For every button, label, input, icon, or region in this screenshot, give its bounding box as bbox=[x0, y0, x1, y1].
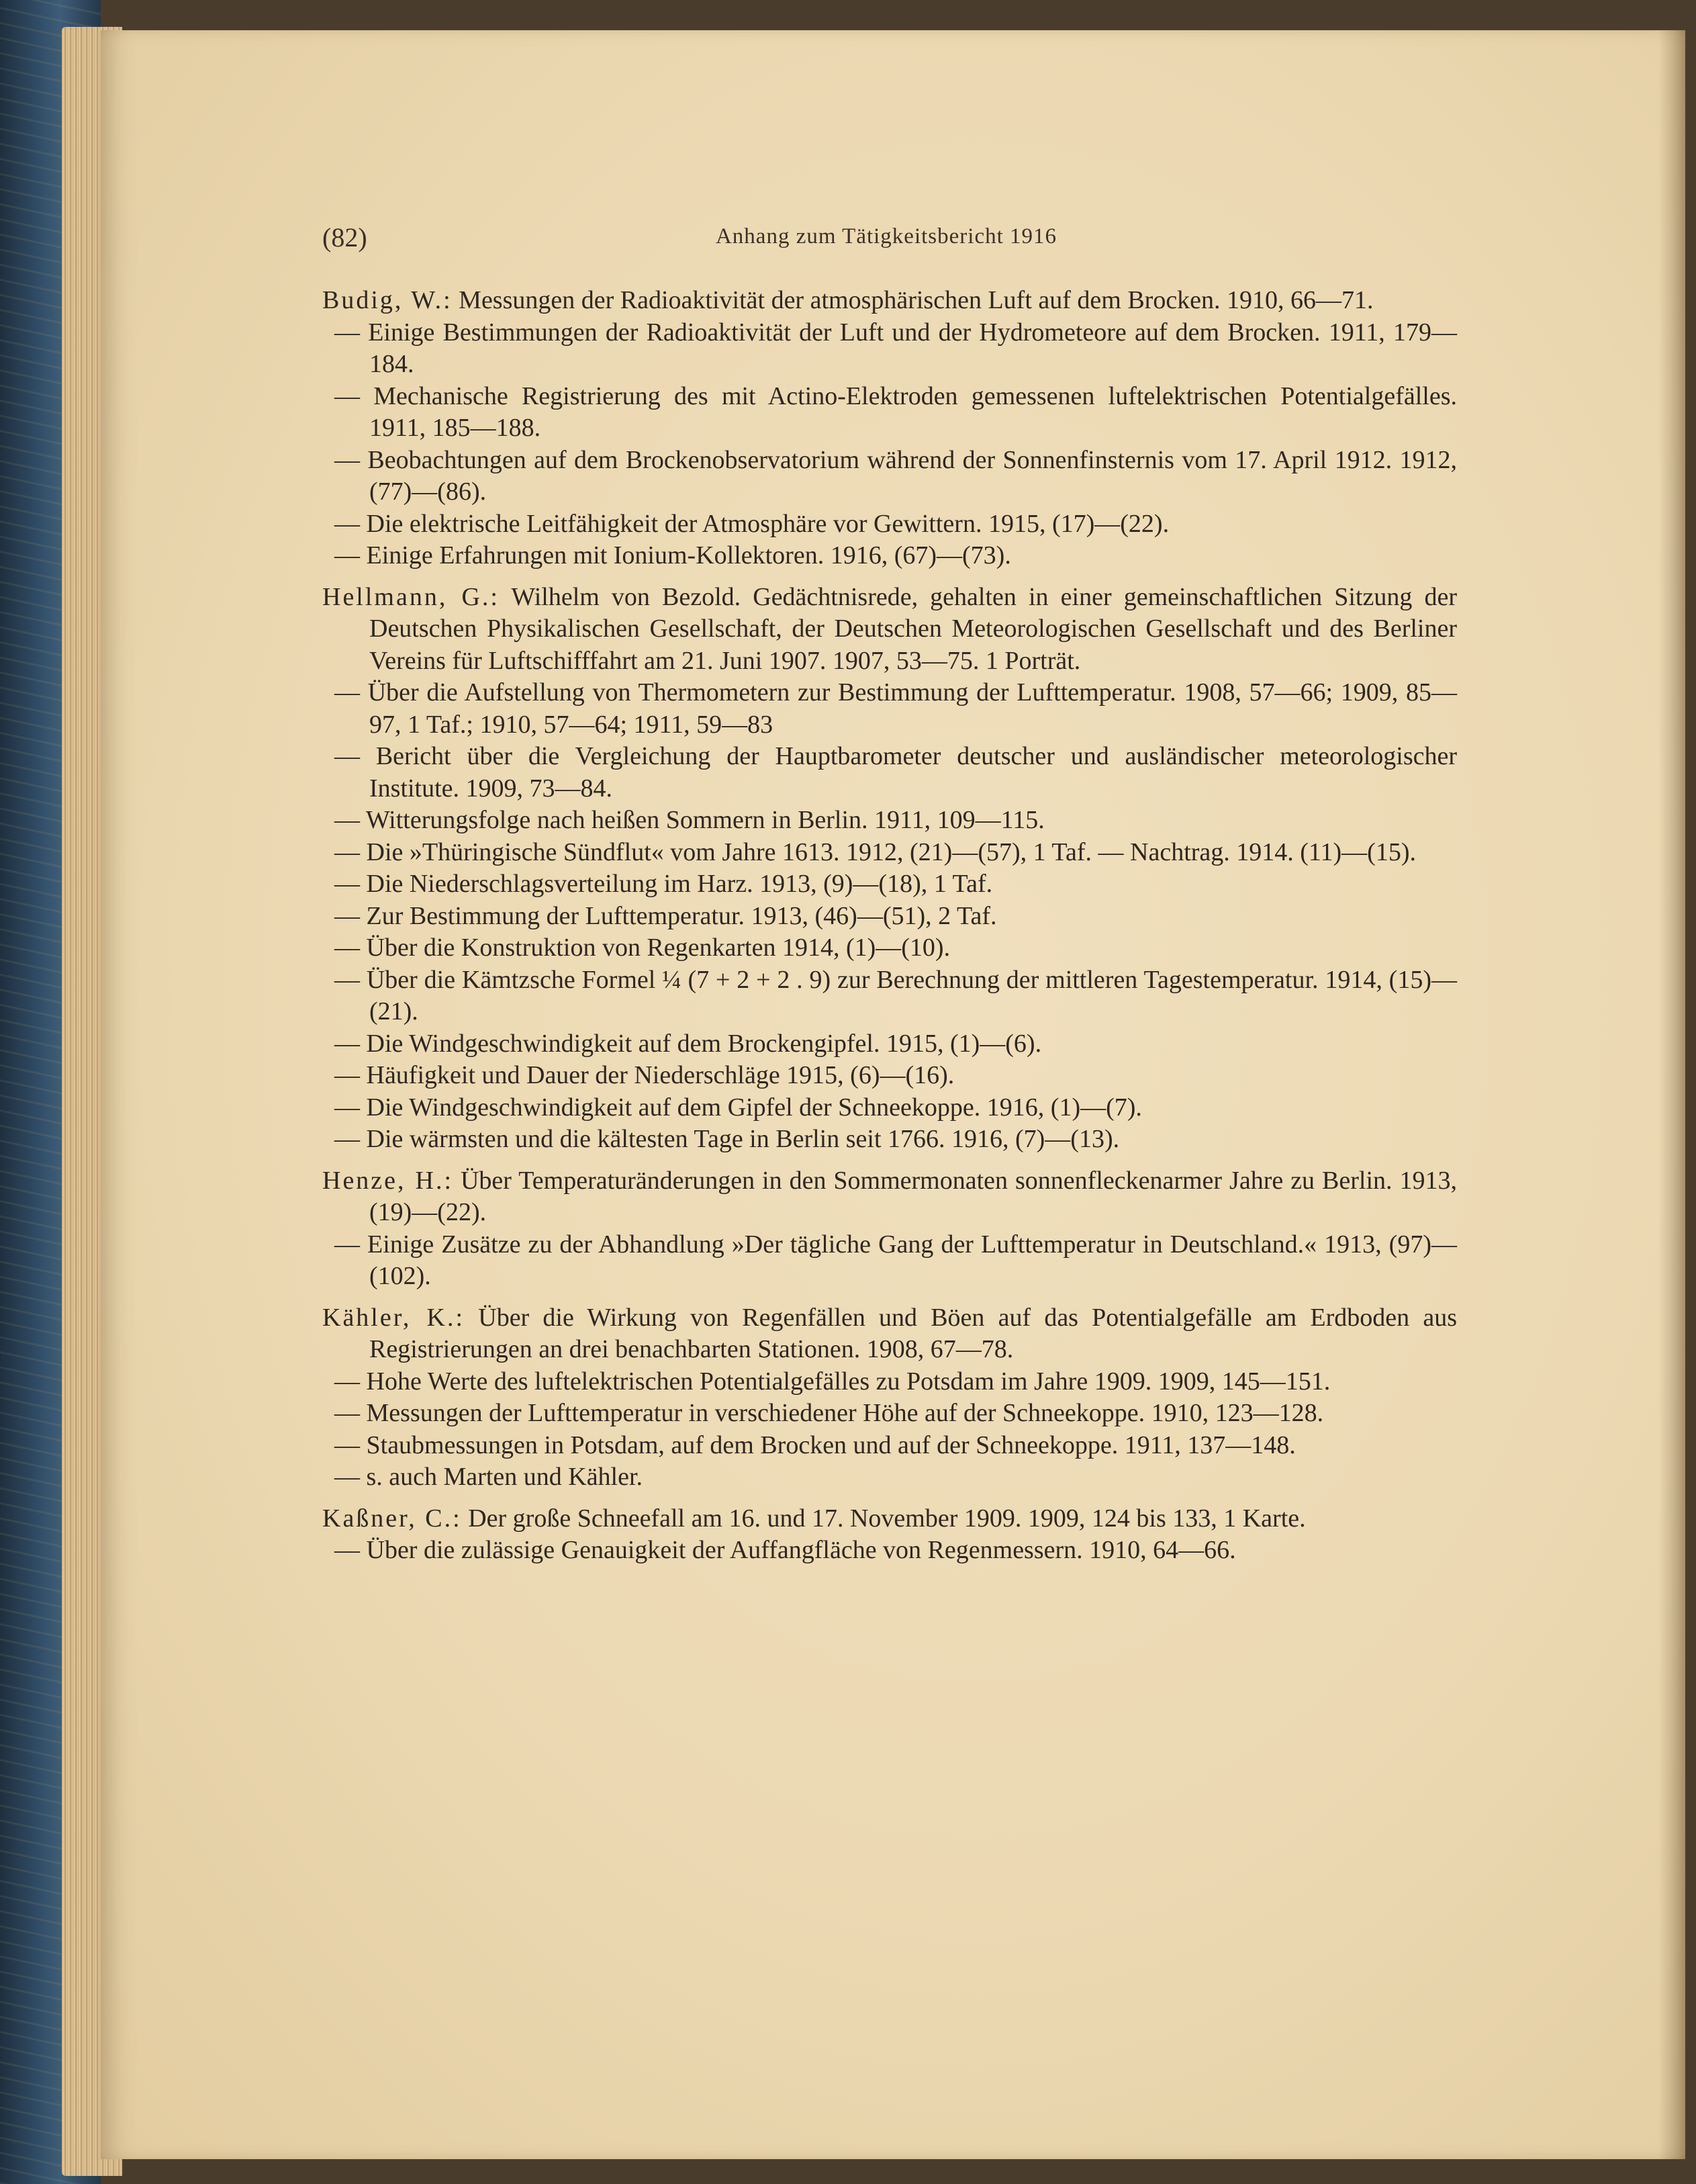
entry-text: — Über die Aufstellung von Thermometern zur Bestimmung der Lufttemperatur. 1908, 57—66; 1909, 85—97, 1 Taf.; 1910, 57—64; 1911, 59—83 bbox=[334, 678, 1457, 739]
bibliography-entry bbox=[322, 1165, 1457, 1229]
bibliography-entry bbox=[322, 1366, 1457, 1398]
bibliography-entry bbox=[322, 1461, 1457, 1494]
entry-text: — Über die zulässige Genauigkeit der Auffangfläche von Regenmessern. 1910, 64—66. bbox=[334, 1536, 1236, 1564]
bibliography-entry bbox=[322, 445, 1457, 508]
entry-text: — Zur Bestimmung der Lufttemperatur. 1913, (46)—(51), 2 Taf. bbox=[334, 901, 997, 930]
entry-text: — Witterungsfolge nach heißen Sommern in Berlin. 1911, 109—115. bbox=[334, 806, 1045, 834]
entry-author: Hellmann, G.: bbox=[322, 582, 500, 611]
entry-text: — Bericht über die Vergleichung der Hauptbarometer deutscher und ausländischer meteorologischer Institute. 1909, 73—84. bbox=[334, 742, 1457, 803]
bibliography-entry bbox=[322, 868, 1457, 901]
entry-text: — Einige Zusätze zu der Abhandlung »Der tägliche Gang der Lufttemperatur in Deutschland.« 1913, (97)—(102). bbox=[334, 1230, 1457, 1290]
bibliography-entry bbox=[322, 1430, 1457, 1462]
entry-text: Der große Schneefall am 16. und 17. November 1909. 1909, 124 bis 133, 1 Karte. bbox=[461, 1504, 1306, 1533]
entry-text: — Über die Kämtzsche Formel ¼ (7 + 2 + 2 . 9) zur Berechnung der mittleren Tagestemperatur. 1914, (15)—(21). bbox=[334, 965, 1457, 1026]
page-number: (82) bbox=[322, 222, 367, 253]
bibliography-entry bbox=[322, 1302, 1457, 1366]
bibliography-entry bbox=[322, 1535, 1457, 1567]
entry-text: — Beobachtungen auf dem Brockenobservatorium während der Sonnenfinsternis vom 17. April 1912. 1912, (77)—(86). bbox=[334, 445, 1457, 506]
bibliography-entry bbox=[322, 964, 1457, 1028]
entry-author: Kähler, K.: bbox=[322, 1303, 465, 1332]
entry-text: — Einige Erfahrungen mit Ionium-Kollektoren. 1916, (67)—(73). bbox=[334, 541, 1011, 570]
entry-text: — Hohe Werte des luftelektrischen Potentialgefälles zu Potsdam im Jahre 1909. 1909, 145—151. bbox=[334, 1367, 1331, 1396]
entry-text: — Die »Thüringische Sündflut« vom Jahre 1613. 1912, (21)—(57), 1 Taf. — Nachtrag. 1914. (11)—(15). bbox=[334, 837, 1416, 866]
entry-author: Budig, W.: bbox=[322, 286, 453, 314]
bibliography-entry bbox=[322, 381, 1457, 445]
bibliography-entry bbox=[322, 285, 1457, 317]
entry-text: — s. auch Marten und Kähler. bbox=[334, 1463, 643, 1491]
entry-text: — Über die Konstruktion von Regenkarten 1914, (1)—(10). bbox=[334, 934, 951, 962]
entry-text: — Die Windgeschwindigkeit auf dem Brockengipfel. 1915, (1)—(6). bbox=[334, 1029, 1042, 1058]
entry-text: Wilhelm von Bezold. Gedächtnisrede, gehalten in einer gemeinschaftlichen Sitzung der Deutschen Physikalischen Gesellschaft, der Deutschen Meteorologischen Gesellschaft und des Berliner Vereins für Luftschifffahrt am 21. Juni 1907. 1907, 53—75. 1 Porträt. bbox=[369, 582, 1457, 675]
bibliography-entry bbox=[322, 582, 1457, 678]
bibliography-list bbox=[322, 275, 1457, 1567]
entry-text: — Mechanische Registrierung des mit Actino-Elektroden gemessenen luftelektrischen Potentialgefälles. 1911, 185—188. bbox=[334, 381, 1457, 442]
entry-author: Henze, H.: bbox=[322, 1166, 454, 1195]
bibliography-entry bbox=[322, 540, 1457, 572]
page-header bbox=[322, 222, 1450, 262]
entry-text: — Einige Bestimmungen der Radioaktivität der Luft und der Hydrometeore auf dem Brocken. 1911, 179—184. bbox=[334, 318, 1457, 378]
entry-text: Über Temperaturänderungen in den Sommermonaten sonnenfleckenarmer Jahre zu Berlin. 1913, (19)—(22). bbox=[369, 1166, 1457, 1226]
entry-text: — Häufigkeit und Dauer der Niederschläge 1915, (6)—(16). bbox=[334, 1061, 955, 1089]
page-gutter bbox=[1658, 30, 1685, 2159]
entry-text: — Die wärmsten und die kältesten Tage in Berlin seit 1766. 1916, (7)—(13). bbox=[334, 1125, 1120, 1153]
bibliography-entry bbox=[322, 932, 1457, 964]
bibliography-entry bbox=[322, 1503, 1457, 1535]
bibliography-entry bbox=[322, 1092, 1457, 1124]
entry-text: — Staubmessungen in Potsdam, auf dem Brocken und auf der Schneekoppe. 1911, 137—148. bbox=[334, 1430, 1296, 1459]
bibliography-entry bbox=[322, 1124, 1457, 1156]
bibliography-entry bbox=[322, 317, 1457, 381]
entry-text: Über die Wirkung von Regenfällen und Böen auf das Potentialgefälle am Erdboden aus Registrierungen an drei benachbarten Stationen. 1908, 67—78. bbox=[369, 1303, 1457, 1363]
entry-text: — Die elektrische Leitfähigkeit der Atmosphäre vor Gewittern. 1915, (17)—(22). bbox=[334, 509, 1170, 538]
bibliography-entry bbox=[322, 1229, 1457, 1293]
entry-text: Messungen der Radioaktivität der atmosphärischen Luft auf dem Brocken. 1910, 66—71. bbox=[452, 286, 1374, 314]
bibliography-entry bbox=[322, 901, 1457, 933]
running-title: Anhang zum Tätigkeitsbericht 1916 bbox=[715, 224, 1057, 248]
bibliography-entry bbox=[322, 1398, 1457, 1430]
bibliography-entry bbox=[322, 741, 1457, 805]
bibliography-entry bbox=[322, 1028, 1457, 1060]
entry-text: — Die Niederschlagsverteilung im Harz. 1913, (9)—(18), 1 Taf. bbox=[334, 870, 993, 898]
bibliography-entry bbox=[322, 805, 1457, 837]
bibliography-entry bbox=[322, 1060, 1457, 1092]
bibliography-entry bbox=[322, 677, 1457, 741]
bibliography-entry bbox=[322, 508, 1457, 541]
entry-text: — Die Windgeschwindigkeit auf dem Gipfel der Schneekoppe. 1916, (1)—(7). bbox=[334, 1093, 1142, 1122]
entry-text: — Messungen der Lufttemperatur in verschiedener Höhe auf der Schneekoppe. 1910, 123—128. bbox=[334, 1399, 1324, 1427]
entry-author: Kaßner, C.: bbox=[322, 1504, 462, 1533]
bibliography-entry bbox=[322, 837, 1457, 869]
